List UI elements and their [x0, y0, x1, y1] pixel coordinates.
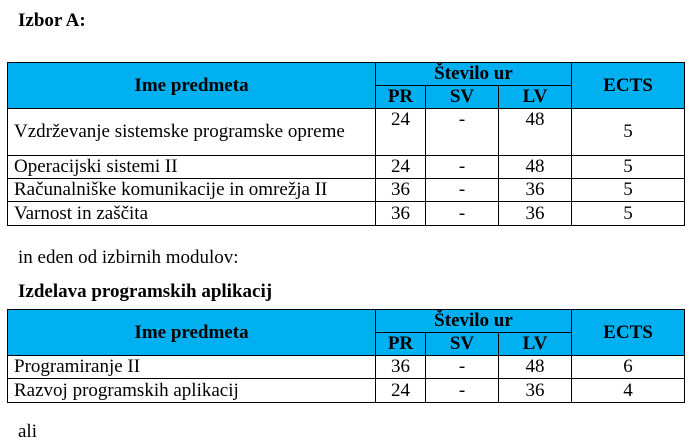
- header-hours: Število ur: [376, 310, 572, 333]
- course-pr: 24: [376, 109, 426, 156]
- header-sv: SV: [426, 86, 499, 109]
- course-sv: -: [426, 156, 499, 179]
- table-row: [8, 156, 685, 179]
- course-ects: 5: [572, 202, 685, 226]
- header-hours: Število ur: [376, 63, 572, 86]
- course-sv: -: [426, 179, 499, 202]
- course-lv: 36: [499, 179, 572, 202]
- table-row: [8, 202, 685, 226]
- table-row: [8, 109, 685, 156]
- course-pr: 36: [376, 202, 426, 226]
- course-ects: 5: [572, 156, 685, 179]
- header-pr: PR: [376, 86, 426, 109]
- course-ects: 5: [572, 179, 685, 202]
- header-pr: PR: [376, 333, 426, 356]
- table-row: [8, 356, 685, 379]
- course-pr: 36: [376, 356, 426, 379]
- header-ects: ECTS: [572, 310, 685, 356]
- course-name: Programiranje II: [8, 356, 376, 379]
- course-pr: 36: [376, 179, 426, 202]
- course-name: Varnost in zaščita: [8, 202, 376, 226]
- course-lv: 48: [499, 356, 572, 379]
- course-name: Razvoj programskih aplikacij: [8, 379, 376, 403]
- course-name: Operacijski sistemi II: [8, 156, 376, 179]
- course-ects: 6: [572, 356, 685, 379]
- course-table-izbor-a: [7, 62, 685, 226]
- header-course-name: Ime predmeta: [8, 310, 376, 356]
- table-row: [8, 379, 685, 403]
- course-sv: -: [426, 356, 499, 379]
- course-lv: 48: [499, 156, 572, 179]
- course-lv: 36: [499, 202, 572, 226]
- course-sv: -: [426, 202, 499, 226]
- paragraph-elective-modules: in eden od izbirnih modulov:: [18, 247, 239, 268]
- section-heading-module: Izdelava programskih aplikacij: [18, 281, 273, 302]
- paragraph-or: ali: [18, 421, 37, 442]
- course-name: Računalniške komunikacije in omrežja II: [8, 179, 376, 202]
- header-lv: LV: [499, 333, 572, 356]
- course-sv: -: [426, 379, 499, 403]
- course-sv: -: [426, 109, 499, 156]
- header-sv: SV: [426, 333, 499, 356]
- header-ects: ECTS: [572, 63, 685, 109]
- course-lv: 48: [499, 109, 572, 156]
- header-lv: LV: [499, 86, 572, 109]
- course-ects: 4: [572, 379, 685, 403]
- course-pr: 24: [376, 379, 426, 403]
- header-course-name: Ime predmeta: [8, 63, 376, 109]
- course-lv: 36: [499, 379, 572, 403]
- course-pr: 24: [376, 156, 426, 179]
- course-name: Vzdrževanje sistemske programske opreme: [8, 109, 376, 156]
- course-table-module: [7, 309, 685, 403]
- table-row: [8, 179, 685, 202]
- course-ects: 5: [572, 109, 685, 156]
- section-heading-izbor-a: Izbor A:: [18, 10, 86, 31]
